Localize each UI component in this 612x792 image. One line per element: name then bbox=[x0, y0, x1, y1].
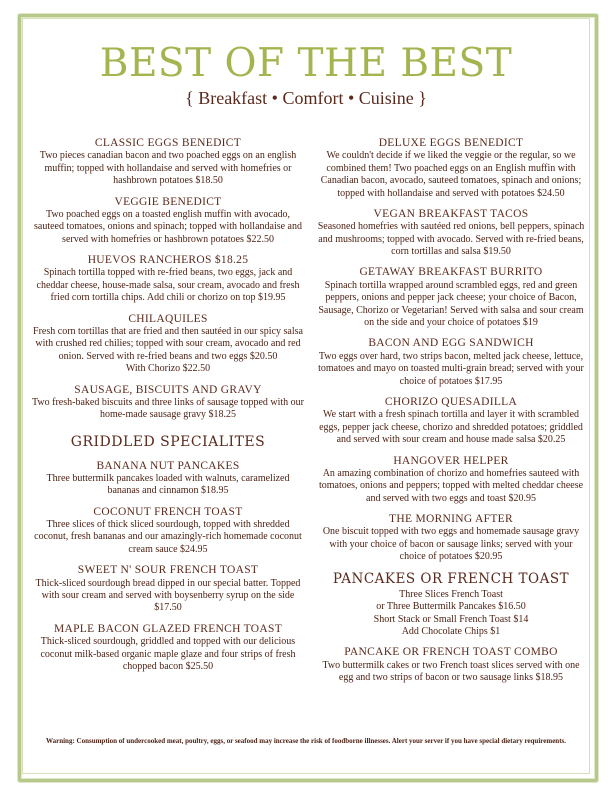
menu-item bbox=[32, 622, 304, 674]
menu-item bbox=[316, 207, 586, 259]
left-column bbox=[32, 136, 304, 680]
menu-item bbox=[316, 454, 586, 506]
item-name: VEGAN BREAKFAST TACOS bbox=[373, 207, 529, 220]
item-description: Seasoned homefries with sautéed red onions, bell peppers, spinach and mushrooms; topped with avocado. Served with re-fried beans, corn tortillas and salsa $19.50 bbox=[317, 221, 585, 258]
menu-item bbox=[316, 512, 586, 564]
pancake-option-line: Short Stack or Small French Toast $14 bbox=[373, 613, 529, 625]
menu-title: BEST OF THE BEST bbox=[99, 41, 513, 86]
item-name: SWEET N' SOUR FRENCH TOAST bbox=[77, 564, 259, 577]
item-name: CHORIZO QUESADILLA bbox=[384, 395, 518, 408]
menu-item bbox=[32, 136, 304, 188]
item-description: Spinach tortilla topped with re-fried beans, two eggs, jack and cheddar cheese, house-made salsa, sour cream, avocado and fresh fried corn tortilla chips. Add chili or chorizo on top $19.95 bbox=[36, 267, 300, 304]
menu-item bbox=[32, 383, 304, 422]
menu-item bbox=[32, 253, 304, 305]
item-name: THE MORNING AFTER bbox=[389, 513, 513, 526]
right-column bbox=[316, 136, 586, 692]
item-name: BACON AND EGG SANDWICH bbox=[368, 337, 534, 350]
pancake-option-line: or Three Buttermilk Pancakes $16.50 bbox=[376, 601, 526, 613]
item-name: VEGGIE BENEDICT bbox=[114, 195, 222, 208]
item-description: Two pieces canadian bacon and two poached eggs on an english muffin; topped with hollandaise and served with homefries or hashbrown potatoes $18.50 bbox=[39, 150, 297, 187]
menu-item bbox=[32, 505, 304, 557]
pancake-option-line: Three Slices French Toast bbox=[399, 588, 503, 600]
menu-item bbox=[316, 645, 586, 684]
item-description: Spinach tortilla wrapped around scrambled eggs, red and green peppers, onions and pepper jack cheese; your choice of Bacon, Sausage, Chorizo or Vegetarian! Served with salsa and sour cream on the side and your choice of potatoes $19 bbox=[318, 279, 584, 329]
menu-item-pancakes bbox=[316, 571, 586, 639]
item-description: Two fresh-baked biscuits and three links of sausage topped with our home-made sausage gravy $18.25 bbox=[32, 396, 305, 421]
menu-item bbox=[32, 459, 304, 498]
section-title-pancakes: PANCAKES OR FRENCH TOAST bbox=[332, 570, 570, 587]
menu-item bbox=[316, 395, 586, 447]
item-name: COCONUT FRENCH TOAST bbox=[93, 505, 243, 518]
menu-item bbox=[32, 195, 304, 247]
item-description: Three slices of thick sliced sourdough, topped with shredded coconut, fresh bananas and our amazingly-rich homemade coconut cream sauce $24.95 bbox=[34, 519, 302, 555]
item-description: Thick-sliced sourdough bread dipped in our special batter. Topped with sour cream and served with boysenberry syrup on the side $17.50 bbox=[35, 577, 301, 614]
item-description: We start with a fresh spinach tortilla and layer it with scrambled eggs, pepper jack cheese, chorizo and shredded potatoes; griddled and served with sour cream and house made salsa $20.25 bbox=[319, 409, 583, 446]
item-name: DELUXE EGGS BENEDICT bbox=[378, 137, 524, 149]
item-description: We couldn't decide if we liked the veggie or the regular, so we combined them! Two poached eggs on an English muffin with Canadian bacon, avocado, sauteed tomatoes, spinach and onions; topped with hollandaise and served with potatoes $24.50 bbox=[320, 150, 582, 199]
menu-item bbox=[32, 312, 304, 376]
section-title-griddled: GRIDDLED SPECIALITES bbox=[70, 433, 266, 450]
item-name: HUEVOS RANCHEROS $18.25 bbox=[87, 254, 249, 267]
item-description: Two eggs over hard, two strips bacon, melted jack cheese, lettuce, tomatoes and mayo on toasted multi-grain bread; served with your choice of potatoes $17.95 bbox=[318, 350, 584, 387]
item-name: CHILAQUILES bbox=[128, 312, 208, 325]
item-name: CLASSIC EGGS BENEDICT bbox=[94, 137, 242, 149]
item-description: One biscuit topped with two eggs and homemade sausage gravy with your choice of bacon or sausage links; served with your choice of potatoes $20.95 bbox=[322, 526, 580, 563]
item-description: Three buttermilk pancakes loaded with walnuts, caramelized bananas and cinnamon $18.95 bbox=[46, 472, 290, 497]
item-extra-price: With Chorizo $22.50 bbox=[125, 363, 211, 375]
item-name: BANANA NUT PANCAKES bbox=[96, 459, 240, 472]
item-description: An amazing combination of chorizo and homefries sauteed with tomatoes, onions and peppers; topped with melted cheddar cheese and served with two eggs and toast $20.95 bbox=[318, 467, 584, 504]
item-description: Two poached eggs on a toasted english muffin with avocado, sauteed tomatoes, onions and spinach; topped with hollandaise and served with homefries or hashbrown potatoes $22.50 bbox=[34, 208, 302, 245]
menu-item bbox=[316, 136, 586, 200]
menu-item bbox=[316, 265, 586, 329]
item-name: HANGOVER HELPER bbox=[393, 454, 509, 467]
item-name: SAUSAGE, BISCUITS AND GRAVY bbox=[74, 383, 262, 396]
item-name: GETAWAY BREAKFAST BURRITO bbox=[359, 266, 543, 279]
item-name: MAPLE BACON GLAZED FRENCH TOAST bbox=[53, 622, 283, 635]
menu-item bbox=[316, 336, 586, 388]
item-description: Fresh corn tortillas that are fried and then sautéed in our spicy salsa with crushed red chilies; topped with sour cream, avocado and red onion. Served with re-fried beans and two eggs $20.50 bbox=[33, 326, 303, 362]
pancake-option-line: Add Chocolate Chips $1 bbox=[401, 625, 501, 637]
menu-item bbox=[32, 563, 304, 615]
item-description: Thick-sliced sourdough, griddled and topped with our delicious coconut milk-based organic maple glaze and four strips of fresh chopped bacon $25.50 bbox=[40, 636, 296, 672]
food-safety-warning: Warning: Consumption of undercooked meat, poultry, eggs, or seafood may increase the risk of foodborne illnesses. Alert your server if you have special dietary requirements. bbox=[46, 737, 566, 745]
item-description: Two buttermilk cakes or two French toast slices served with one egg and two strips of bacon or two sausage links $18.95 bbox=[322, 659, 580, 684]
item-name: PANCAKE OR FRENCH TOAST COMBO bbox=[344, 646, 558, 659]
menu-subtitle: { Breakfast • Comfort • Cuisine } bbox=[185, 88, 427, 108]
